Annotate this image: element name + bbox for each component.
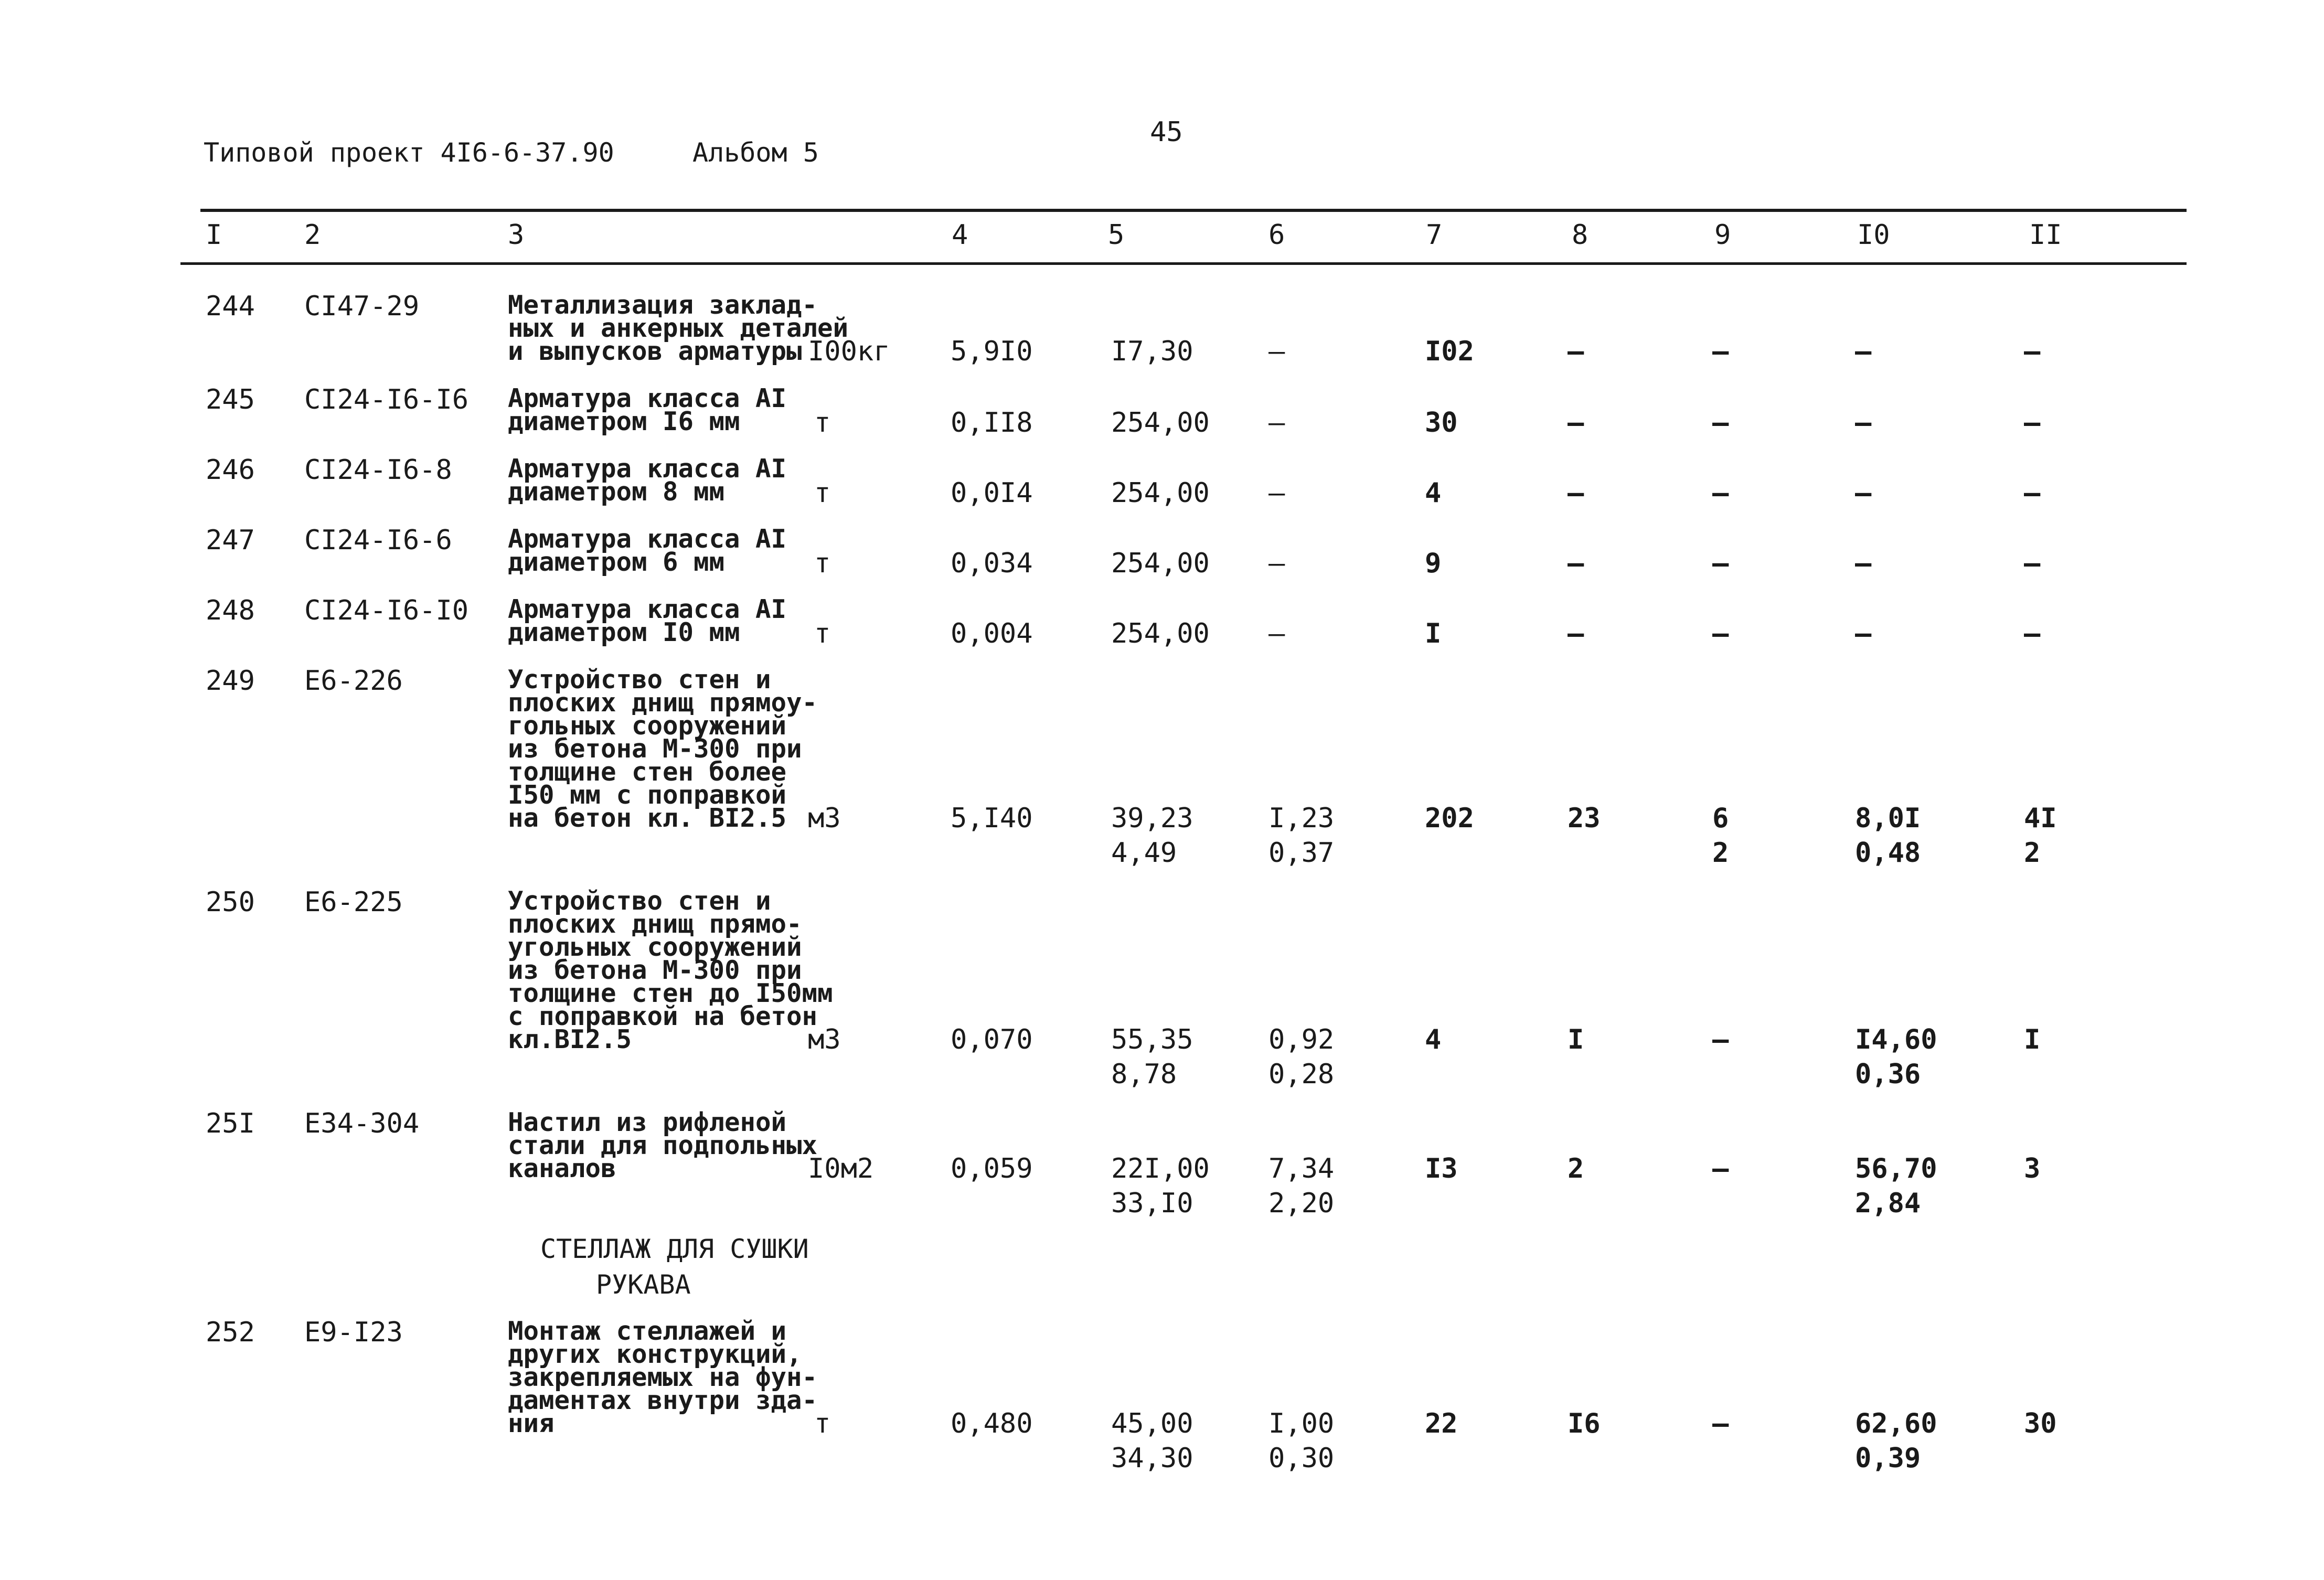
cell-col-6: I,00 [1268,1408,1335,1439]
row-unit: т [814,1408,831,1439]
cell-col-11: 3 [2024,1153,2041,1184]
cell-col-5-secondary: 4,49 [1111,837,1177,869]
cell-col-11: I [2024,1024,2041,1055]
cell-col-6-secondary: 0,37 [1268,837,1335,869]
cell-col-10-secondary: 0,39 [1855,1443,1921,1474]
cell-col-7: 22 [1425,1408,1458,1439]
cell-col-9: – [1712,548,1729,579]
column-header-9: 9 [1714,219,1731,251]
cell-col-6: – [1268,618,1285,649]
cell-col-8: 23 [1568,803,1601,834]
row-description: Настил из рифленой стали для подпольных каналов [508,1107,818,1183]
cell-col-10-secondary: 0,36 [1855,1059,1921,1090]
row-description: Арматура класса AI диаметром 6 мм [508,524,787,577]
row-code: CI24-I6-I6 [304,384,469,415]
row-code: CI47-29 [304,291,420,322]
cell-col-4: 0,0I4 [951,477,1033,509]
cell-col-11-secondary: 2 [2024,837,2041,869]
cell-col-10: I4,60 [1855,1024,1937,1055]
cell-col-10: 56,70 [1855,1153,1937,1184]
cell-col-9: – [1712,1153,1729,1184]
row-number: 244 [206,291,255,322]
column-header-8: 8 [1572,219,1589,251]
cell-col-6: 0,92 [1268,1024,1335,1055]
cell-col-4: 0,004 [951,618,1033,649]
album-label: Альбом 5 [692,137,819,168]
column-header-10: I0 [1857,219,1890,251]
row-unit: м3 [808,1024,841,1055]
cell-col-10: – [1855,407,1872,439]
cell-col-10: – [1855,477,1872,509]
cell-col-5: 55,35 [1111,1024,1193,1055]
cell-col-6-secondary: 0,30 [1268,1443,1335,1474]
cell-col-10: – [1855,548,1872,579]
cell-col-9: – [1712,618,1729,649]
row-unit: I00кг [808,336,890,367]
row-number: 249 [206,665,255,697]
cell-col-10: – [1855,336,1872,367]
cell-col-6-secondary: 2,20 [1268,1188,1335,1219]
cell-col-10: 8,0I [1855,803,1921,834]
cell-col-10-secondary: 2,84 [1855,1188,1921,1219]
cell-col-9: – [1712,407,1729,439]
row-number: 25I [206,1108,255,1139]
cell-col-11: – [2024,477,2041,509]
cell-col-11: 4I [2024,803,2057,834]
cell-col-5: 22I,00 [1111,1153,1210,1184]
cell-col-5: 254,00 [1111,407,1210,439]
row-code: E9-I23 [304,1317,403,1348]
project-title: Типовой проект 4I6-6-37.90 [204,137,614,168]
table-top-rule [200,209,2187,212]
cell-col-10-secondary: 0,48 [1855,837,1921,869]
cell-col-7: 30 [1425,407,1458,439]
cell-col-8: 2 [1568,1153,1584,1184]
column-header-3: 3 [508,219,525,251]
row-description: Арматура класса AI диаметром I6 мм [508,383,787,436]
cell-col-8: – [1568,618,1584,649]
cell-col-11: – [2024,548,2041,579]
cell-col-5: 45,00 [1111,1408,1193,1439]
cell-col-6: – [1268,548,1285,579]
section-heading-line-1: СТЕЛЛАЖ ДЛЯ СУШКИ [540,1234,809,1264]
cell-col-10: 62,60 [1855,1408,1937,1439]
row-unit: т [814,407,831,439]
row-description: Арматура класса AI диаметром 8 мм [508,454,787,507]
row-unit: м3 [808,803,841,834]
cell-col-5: I7,30 [1111,336,1193,367]
column-header-4: 4 [952,219,968,251]
cell-col-11: 30 [2024,1408,2057,1439]
cell-col-6: I,23 [1268,803,1335,834]
row-code: CI24-I6-8 [304,454,452,486]
cell-col-11: – [2024,336,2041,367]
cell-col-5: 254,00 [1111,548,1210,579]
cell-col-7: 4 [1425,1024,1442,1055]
cell-col-9: 6 [1712,803,1729,834]
cell-col-9: – [1712,1024,1729,1055]
cell-col-7: I3 [1425,1153,1458,1184]
cell-col-5-secondary: 8,78 [1111,1059,1177,1090]
cell-col-6: – [1268,407,1285,439]
cell-col-7: 4 [1425,477,1442,509]
row-description: Монтаж стеллажей и других конструкций, закрепляемых на фун- даментах внутри зда- ния [508,1316,818,1438]
row-number: 250 [206,887,255,918]
cell-col-7: 202 [1425,803,1474,834]
row-unit: т [814,548,831,579]
cell-col-5: 39,23 [1111,803,1193,834]
cell-col-11: – [2024,618,2041,649]
cell-col-5-secondary: 33,I0 [1111,1188,1193,1219]
column-header-2: 2 [304,219,321,251]
cell-col-5: 254,00 [1111,477,1210,509]
cell-col-10: – [1855,618,1872,649]
cell-col-8: – [1568,336,1584,367]
cell-col-8: – [1568,477,1584,509]
column-header-11: II [2029,219,2062,251]
row-unit: т [814,618,831,649]
cell-col-8: – [1568,548,1584,579]
row-description: Устройство стен и плоских днищ прямо- угольных сооружений из бетона М-300 при толщине стен до I50мм с поправкой на бетон кл.BI2.5 [508,886,833,1054]
cell-col-9: – [1712,477,1729,509]
cell-col-11: – [2024,407,2041,439]
row-code: CI24-I6-I0 [304,595,469,626]
column-header-1: I [206,219,222,251]
row-unit: I0м2 [808,1153,874,1184]
row-number: 246 [206,454,255,486]
row-code: E6-226 [304,665,403,697]
cell-col-8: – [1568,407,1584,439]
row-code: CI24-I6-6 [304,525,452,556]
cell-col-6: 7,34 [1268,1153,1335,1184]
cell-col-7: I [1425,618,1442,649]
cell-col-5-secondary: 34,30 [1111,1443,1193,1474]
cell-col-6: – [1268,336,1285,367]
cell-col-4: 5,I40 [951,803,1033,834]
cell-col-4: 0,480 [951,1408,1033,1439]
row-number: 245 [206,384,255,415]
column-header-6: 6 [1268,219,1285,251]
column-header-5: 5 [1108,219,1125,251]
cell-col-9: – [1712,1408,1729,1439]
cell-col-9-secondary: 2 [1712,837,1729,869]
cell-col-4: 0,070 [951,1024,1033,1055]
cell-col-6-secondary: 0,28 [1268,1059,1335,1090]
row-number: 248 [206,595,255,626]
row-description: Металлизация заклад- ных и анкерных деталей и выпусков арматуры [508,290,849,366]
page-number: 45 [1150,116,1183,148]
row-number: 252 [206,1317,255,1348]
column-header-7: 7 [1426,219,1443,251]
row-number: 247 [206,525,255,556]
row-code: E34-304 [304,1108,420,1139]
cell-col-7: 9 [1425,548,1442,579]
section-heading-line-2: РУКАВА [596,1269,691,1300]
cell-col-9: – [1712,336,1729,367]
cell-col-4: 0,034 [951,548,1033,579]
row-description: Арматура класса AI диаметром I0 мм [508,594,787,647]
table-header-rule [180,262,2187,265]
cell-col-8: I [1568,1024,1584,1055]
cell-col-4: 5,9I0 [951,336,1033,367]
cell-col-4: 0,059 [951,1153,1033,1184]
cell-col-6: – [1268,477,1285,509]
row-unit: т [814,477,831,509]
row-code: E6-225 [304,887,403,918]
cell-col-4: 0,II8 [951,407,1033,439]
cell-col-7: I02 [1425,336,1474,367]
cell-col-8: I6 [1568,1408,1601,1439]
cell-col-5: 254,00 [1111,618,1210,649]
row-description: Устройство стен и плоских днищ прямоу- гольных сооружений из бетона М-300 при толщине стен более I50 мм с поправкой на бетон кл. BI2.5 [508,665,818,833]
